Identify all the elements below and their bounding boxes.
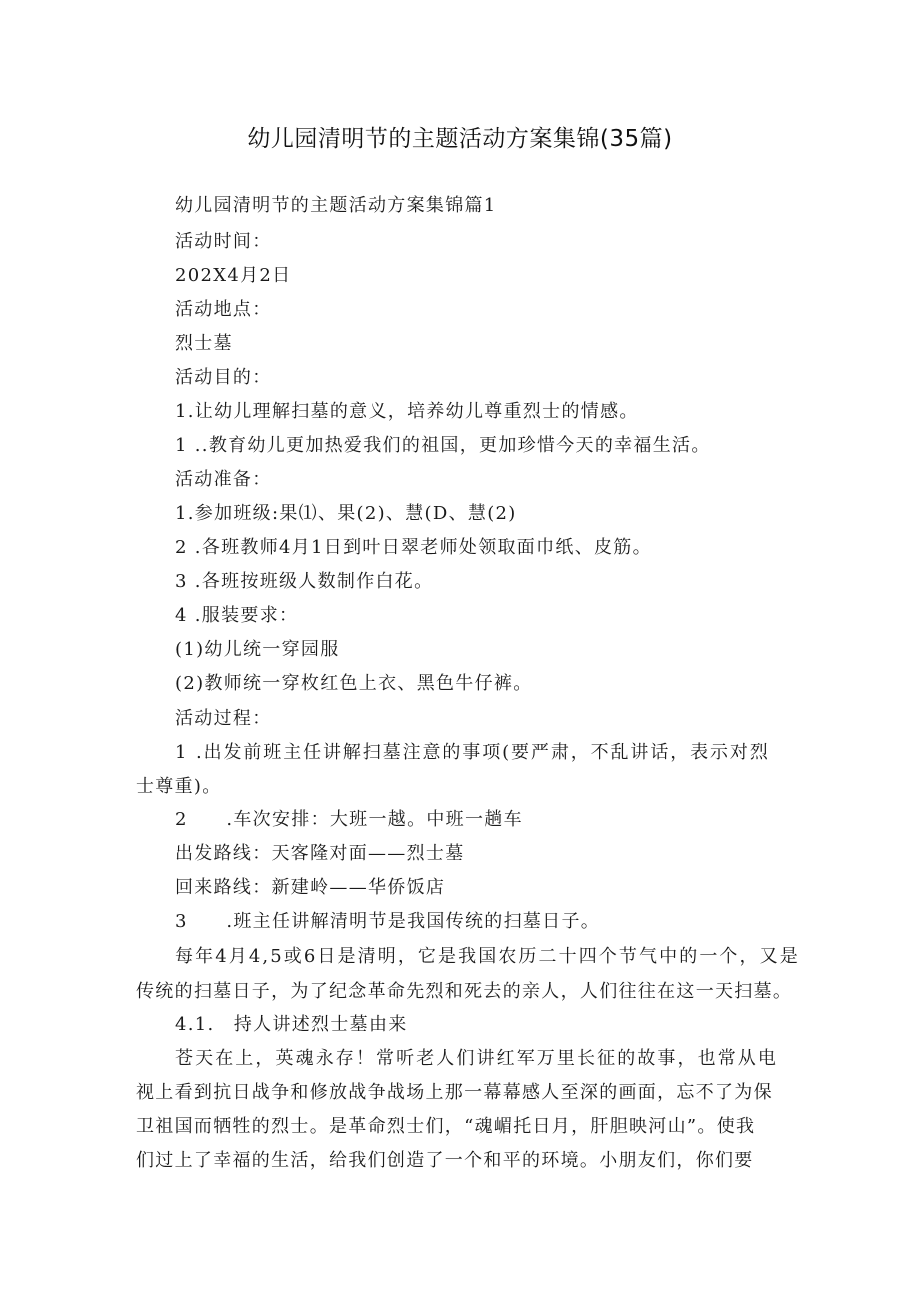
text-line: 活动时间：	[175, 231, 272, 252]
text-line: 士尊重)。	[136, 776, 222, 797]
text-line: 202X4月2日	[175, 265, 292, 286]
section-heading: 幼儿园清明节的主题活动方案集锦篇1	[175, 195, 497, 216]
text-line: 活动准备：	[175, 469, 272, 490]
text-line: 苍天在上，英魂永存！常听老人们讲红军万里长征的故事，也常从电	[175, 1048, 778, 1069]
document-title: 幼儿园清明节的主题活动方案集锦(35篇)	[247, 126, 673, 152]
text-line: 出发路线：天客隆对面——烈士墓	[175, 843, 465, 864]
text-line: (1)幼儿统一穿园服	[175, 639, 340, 660]
text-line: 回来路线：新建岭——华侨饭店	[175, 877, 446, 898]
text-line: 3 .各班按班级人数制作白花。	[175, 571, 434, 592]
text-line: (2)教师统一穿枚红色上衣、黑色牛仔裤。	[175, 673, 533, 694]
text-line: 2 .各班教师4月1日到叶日翠老师处领取面巾纸、皮筋。	[175, 537, 652, 558]
text-line: 1.让幼儿理解扫墓的意义，培养幼儿尊重烈士的情感。	[175, 401, 639, 422]
text-line: 1.参加班级:果⑴、果(2)、慧(D、慧(2)	[175, 503, 517, 524]
text-line: 4.1. 持人讲述烈士墓由来	[175, 1014, 408, 1035]
text-line: 2 .车次安排：大班一越。中班一趟车	[175, 809, 523, 830]
text-line: 活动过程：	[175, 708, 272, 729]
text-line: 1 .出发前班主任讲解扫墓注意的事项(要严肃，不乱讲话，表示对烈	[175, 742, 770, 763]
text-line: 1 ..教育幼儿更加热爱我们的祖国，更加珍惜今天的幸福生活。	[175, 435, 711, 456]
text-line: 3 .班主任讲解清明节是我国传统的扫墓日子。	[175, 911, 601, 932]
text-line: 烈士墓	[175, 333, 233, 354]
text-line: 卫祖国而牺牲的烈士。是革命烈士们，“魂嵋托日月，肝胆映河山”。使我	[136, 1116, 756, 1137]
text-line: 们过上了幸福的生活，给我们创造了一个和平的环境。小朋友们，你们要	[136, 1150, 754, 1171]
text-line: 4 .服装要求：	[175, 605, 299, 626]
text-line: 每年4月4,5或6日是清明，它是我国农历二十四个节气中的一个，又是	[175, 946, 800, 967]
text-line: 传统的扫墓日子，为了纪念革命先烈和死去的亲人，人们往往在这一天扫墓。	[136, 981, 793, 1002]
text-line: 活动目的：	[175, 367, 272, 388]
text-line: 活动地点：	[175, 299, 272, 320]
text-line: 视上看到抗日战争和修放战争战场上那一幕幕感人至深的画面，忘不了为保	[136, 1082, 773, 1103]
